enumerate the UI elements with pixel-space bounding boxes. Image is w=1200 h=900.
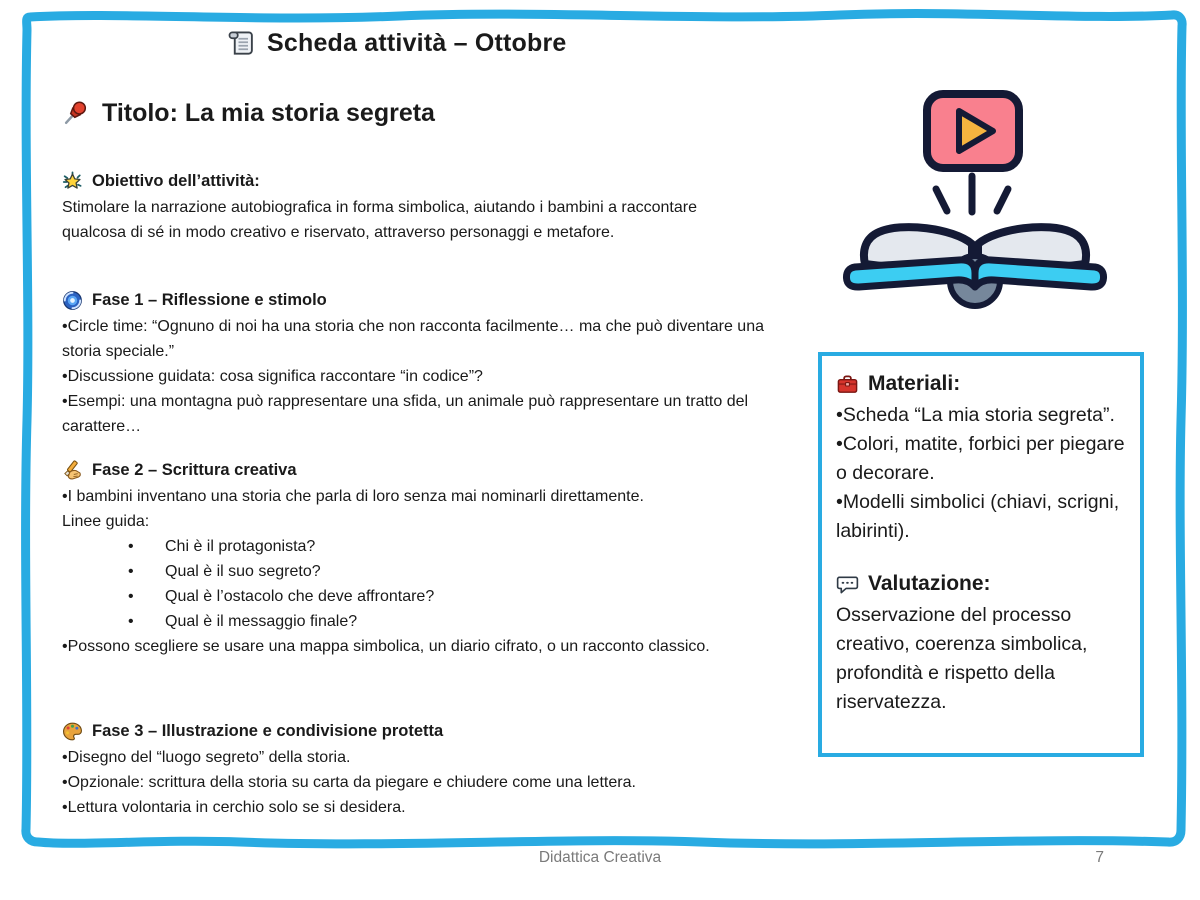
activity-title (60, 98, 435, 128)
fase2-heading: Fase 2 – Scrittura creativa (92, 461, 297, 479)
fase2-outro: •Possono scegliere se usare una mappa simbolica, un diario cifrato, o un racconto classico. (62, 638, 710, 655)
section-fase3 (62, 719, 794, 820)
pushpin-icon (60, 98, 90, 128)
guideline-question-row (62, 609, 794, 634)
materiali-bullet: •Modelli simbolici (chiavi, scrigni, labirinti). (836, 491, 1120, 542)
footer-text: Didattica Creativa (538, 849, 662, 866)
activity-title-text: Titolo: La mia storia segreta (102, 98, 435, 127)
obiettivo-heading: Obiettivo dell’attività: (92, 172, 260, 190)
fase3-bullet: •Lettura volontaria in cerchio solo se si desidera. (62, 799, 406, 816)
guideline-question-row (62, 584, 794, 609)
scroll-icon (226, 28, 256, 58)
writing-hand-icon (62, 460, 83, 481)
materiali-bullet: •Scheda “La mia storia segreta”. (836, 404, 1115, 426)
fase3-heading: Fase 3 – Illustrazione e condivisione protetta (92, 722, 444, 740)
guideline-question-row (62, 534, 794, 559)
question-bullet: • (128, 588, 134, 605)
valutazione-heading: Valutazione: (868, 572, 991, 595)
question-bullet: • (128, 563, 134, 580)
materials-evaluation-box (818, 352, 1144, 757)
guideline-question: Chi è il protagonista? (165, 538, 316, 555)
obiettivo-heading-row (62, 169, 794, 194)
section-obiettivo (62, 169, 794, 245)
materiali-bullet: •Colori, matite, forbici per piegare o decorare. (836, 433, 1125, 484)
guideline-question: Qual è l’ostacolo che deve affrontare? (165, 588, 435, 605)
question-bullet: • (128, 538, 134, 555)
fase1-heading-row (62, 288, 794, 313)
valutazione-heading-row (836, 568, 1126, 600)
obiettivo-body: Stimolare la narrazione autobiografica in forma simbolica, aiutando i bambini a raccontare qualcosa di sé in modo creativo e riservato, attraverso personaggi e metafore. (62, 199, 697, 241)
speech-balloon-icon (836, 573, 859, 596)
page-header (226, 28, 567, 58)
question-bullet: • (128, 613, 134, 630)
page-number: 7 (1095, 849, 1104, 866)
valutazione-body: Osservazione del processo creativo, coerenza simbolica, profondità e rispetto della riservatezza. (836, 604, 1088, 713)
fase1-heading: Fase 1 – Riflessione e stimolo (92, 291, 327, 309)
fase3-heading-row (62, 719, 794, 744)
fase1-bullet: •Esempi: una montagna può rappresentare una sfida, un animale può rappresentare un tratto del carattere… (62, 393, 749, 435)
section-fase2 (62, 458, 794, 659)
toolbox-icon (836, 373, 859, 396)
open-book-video-illustration (835, 74, 1115, 324)
guideline-question: Qual è il suo segreto? (165, 563, 321, 580)
section-fase1 (62, 288, 794, 439)
page-header-title: Scheda attività – Ottobre (267, 28, 567, 57)
star-burst-icon (62, 171, 83, 192)
fase2-linee-guida-label: Linee guida: (62, 513, 150, 530)
fase1-bullet: •Discussione guidata: cosa significa raccontare “in codice”? (62, 368, 483, 385)
guideline-question-row (62, 559, 794, 584)
fase3-bullet: •Disegno del “luogo segreto” della storia. (62, 749, 351, 766)
fase2-heading-row (62, 458, 794, 483)
cyclone-icon (62, 290, 83, 311)
fase2-intro: •I bambini inventano una storia che parla di loro senza mai nominarli direttamente. (62, 488, 644, 505)
materiali-heading: Materiali: (868, 372, 961, 395)
guideline-question: Qual è il messaggio finale? (165, 613, 358, 630)
materiali-heading-row (836, 368, 1126, 400)
fase3-bullet: •Opzionale: scrittura della storia su carta da piegare e chiudere come una lettera. (62, 774, 636, 791)
fase1-bullet: •Circle time: “Ognuno di noi ha una storia che non racconta facilmente… ma che può diventare una storia speciale.” (62, 318, 764, 360)
palette-icon (62, 721, 83, 742)
